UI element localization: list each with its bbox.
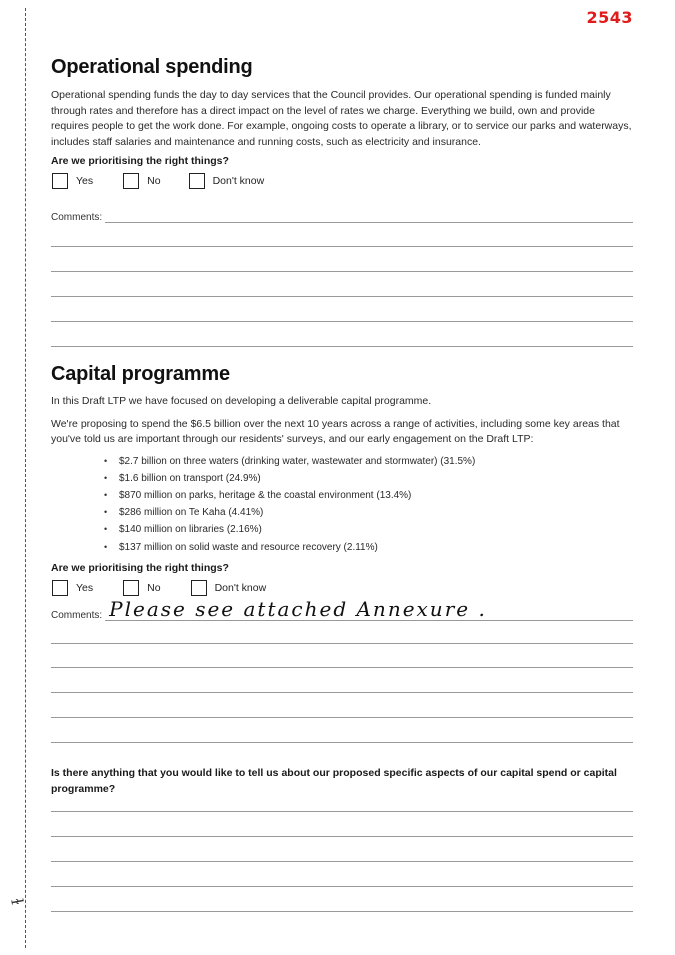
choice-label: Don't know xyxy=(214,581,267,594)
list-item: • $870 million on parks, heritage & the coastal environment (13.4%) xyxy=(104,487,633,504)
comment-line[interactable] xyxy=(51,717,633,718)
list-item: • $2.7 billion on three waters (drinking water, wastewater and stormwater) (31.5%) xyxy=(104,453,633,470)
operational-question: Are we prioritising the right things? xyxy=(51,155,229,167)
choice-label: No xyxy=(147,175,161,187)
operational-title: Operational spending xyxy=(51,56,253,78)
comment-line[interactable] xyxy=(51,911,633,912)
specific-question: Is there anything that you would like to tell us about our proposed specific aspects of our capital spend or capital programme? xyxy=(51,767,617,795)
comment-line[interactable] xyxy=(51,346,633,347)
comment-line[interactable] xyxy=(51,861,633,862)
choice-label: Yes xyxy=(76,175,94,187)
choice-label: Don't know xyxy=(212,175,265,187)
margin-handwritten-mark: ɫ xyxy=(7,896,27,907)
operational-comments-field[interactable] xyxy=(105,208,633,223)
operational-yes-option[interactable] xyxy=(52,173,93,189)
comment-line[interactable] xyxy=(51,836,633,837)
operational-spending-section xyxy=(51,56,633,347)
capital-choices xyxy=(52,579,633,597)
capital-body: We're proposing to spend the $6.5 billion over the next 10 years across a range of activities, including some key areas that you've told us are important through our residents' surveys, and our early engagement on the Draft LTP: xyxy=(51,417,620,445)
specific-aspects-section xyxy=(51,766,633,912)
list-item: • $286 million on Te Kaha (4.41%) xyxy=(104,504,633,521)
list-item: • $1.6 billion on transport (24.9%) xyxy=(104,470,633,487)
capital-programme-section xyxy=(51,363,633,743)
operational-body: Operational spending funds the day to day services that the Council provides. Our operational spending is funded mainly through rates and therefore has a direct impact on the level of rates we charge. Everything we build, own and provide requires people to get the work done. For example, ongoing costs to operate a library, or to service our parks and waterways, includes staff salaries and maintenance and running costs, such as electricity and insurance. xyxy=(51,89,632,148)
capital-comments-row[interactable] xyxy=(51,596,633,621)
operational-no-option[interactable] xyxy=(123,173,160,189)
comment-line[interactable] xyxy=(51,886,633,887)
capital-intro: In this Draft LTP we have focused on developing a deliverable capital programme. xyxy=(51,395,432,407)
operational-choices xyxy=(52,172,633,190)
comment-line[interactable] xyxy=(51,667,633,668)
comment-line[interactable] xyxy=(51,271,633,272)
capital-dont-know-option[interactable] xyxy=(191,580,267,596)
list-item: • $140 million on libraries (2.16%) xyxy=(104,521,633,538)
choice-label: Yes xyxy=(76,581,94,594)
comments-label: Comments: xyxy=(51,609,103,621)
checkbox[interactable] xyxy=(123,580,139,596)
perforation-line xyxy=(25,8,26,948)
comment-line[interactable] xyxy=(51,321,633,322)
comment-line[interactable] xyxy=(51,296,633,297)
list-item: • $137 million on solid waste and resource recovery (2.11%) xyxy=(104,539,633,556)
checkbox[interactable] xyxy=(123,173,139,189)
submission-number: 2543 xyxy=(586,8,633,27)
capital-yes-option[interactable] xyxy=(52,580,93,596)
comment-line[interactable] xyxy=(51,643,633,644)
capital-no-option[interactable] xyxy=(123,580,160,596)
capital-title: Capital programme xyxy=(51,363,230,385)
capital-bullet-list xyxy=(104,453,633,556)
capital-question: Are we prioritising the right things? xyxy=(51,561,229,574)
comment-line[interactable] xyxy=(51,246,633,247)
comment-line[interactable] xyxy=(51,742,633,743)
comment-line[interactable] xyxy=(51,811,633,812)
operational-comments-row[interactable] xyxy=(51,205,633,223)
checkbox[interactable] xyxy=(52,173,68,189)
comments-label: Comments: xyxy=(51,212,103,223)
choice-label: No xyxy=(147,581,161,594)
capital-comments-field[interactable] xyxy=(105,596,633,621)
comment-line[interactable] xyxy=(51,692,633,693)
checkbox[interactable] xyxy=(191,580,207,596)
checkbox[interactable] xyxy=(189,173,205,189)
operational-dont-know-option[interactable] xyxy=(189,173,265,189)
capital-comments-handwriting: Please see attached Annexure . xyxy=(109,596,487,621)
checkbox[interactable] xyxy=(52,580,68,596)
